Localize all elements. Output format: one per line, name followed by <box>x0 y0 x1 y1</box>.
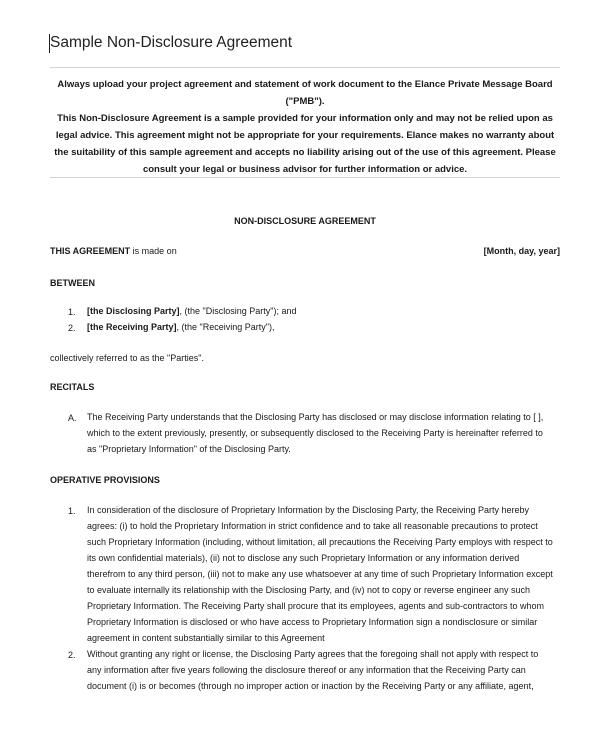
party-2 <box>87 320 274 335</box>
provision-1-line: to evaluate internally its relationship with the Disclosing Party, and (iv) not to copy or reverse engineer any such <box>87 585 531 595</box>
provision-2-text <box>87 646 565 694</box>
provision-2-line: any information after five years following the disclosure thereof or any information that the Receiving Party can <box>87 665 526 675</box>
operative-heading: OPERATIVE PROVISIONS <box>50 475 160 485</box>
recital-a-line: as "Proprietary Information" of the Disclosing Party. <box>87 444 291 454</box>
provision-1-number: 1. <box>68 506 76 516</box>
provision-1-line: agreement in content substantially similar to this Agreement <box>87 633 325 643</box>
provision-1-line: its own confidential materials), (ii) not to disclose any such Proprietary Information or any information derived <box>87 553 520 563</box>
provision-1-text <box>87 502 565 646</box>
provision-2-number: 2. <box>68 650 76 660</box>
agreement-made-text: is made on <box>130 246 177 256</box>
provision-1-line: Proprietary Information is disclosed or who have access to Proprietary Information sign a nondisclosure or similar <box>87 617 538 627</box>
party-1-number: 1. <box>68 307 76 317</box>
agreement-label: THIS AGREEMENT <box>50 246 131 256</box>
provision-1-line: Proprietary Information. The Receiving Party shall procure that its employees, agents and sub-contractors to whom <box>87 601 545 611</box>
party-2-text: , (the "Receiving Party"), <box>176 322 275 332</box>
collective-reference: collectively referred to as the "Parties". <box>50 353 204 363</box>
agreement-heading: NON-DISCLOSURE AGREEMENT <box>234 216 376 226</box>
recital-a-letter: A. <box>68 413 77 423</box>
agreement-made-line <box>50 244 177 259</box>
bottom-divider <box>50 177 560 178</box>
provision-1-line: agrees: (i) to hold the Proprietary Information in strict confidence and to take all reasonable precautions to protect <box>87 521 538 531</box>
party-1-text: , (the "Disclosing Party"); and <box>179 306 297 316</box>
provision-2-line: document (i) is or becomes (through no improper action or inaction by the Receiving Party or any affiliate, agent, <box>87 681 534 691</box>
notice-upload-instruction: Always upload your project agreement and statement of work document to the Elance Private Message Board ("PMB"). <box>57 79 553 107</box>
top-divider <box>50 67 560 68</box>
between-heading: BETWEEN <box>50 278 95 288</box>
disclaimer-notice <box>50 76 560 178</box>
recital-a-line: which to the extent previously, presently, or subsequently disclosed to the Receiving Party is hereinafter referred to <box>87 428 543 438</box>
agreement-date-placeholder: [Month, day, year] <box>483 246 560 256</box>
provision-1-line: such Proprietary Information (including, without limitation, all precautions the Receiving Party employs with respect to <box>87 537 553 547</box>
recital-a-line: The Receiving Party understands that the Disclosing Party has disclosed or may disclose information relating to [ ], <box>87 412 544 422</box>
document-title: Sample Non-Disclosure Agreement <box>50 34 293 51</box>
party-1 <box>87 304 296 319</box>
provision-1-line: therefrom to any third person, (iii) not to make any use whatsoever at any time of such Proprietary Information except <box>87 569 553 579</box>
recital-a-text <box>87 409 565 457</box>
party-2-number: 2. <box>68 323 76 333</box>
recitals-heading: RECITALS <box>50 382 95 392</box>
party-1-name: [the Disclosing Party] <box>87 306 180 316</box>
notice-disclaimer: This Non-Disclosure Agreement is a sample provided for your information only and may not be relied upon as legal advice. This agreement might not be appropriate for your requirements. Elance makes no warranty about the suitability of this sample agreement and accepts no liability arising out of the use of this agreement. Please consult your legal or business advisor for further information or advice. <box>54 113 556 175</box>
party-2-name: [the Receiving Party] <box>87 322 177 332</box>
provision-2-line: Without granting any right or license, the Disclosing Party agrees that the foregoing shall not apply with respect to <box>87 649 539 659</box>
provision-1-line: In consideration of the disclosure of Proprietary Information by the Disclosing Party, the Receiving Party hereby <box>87 505 530 515</box>
